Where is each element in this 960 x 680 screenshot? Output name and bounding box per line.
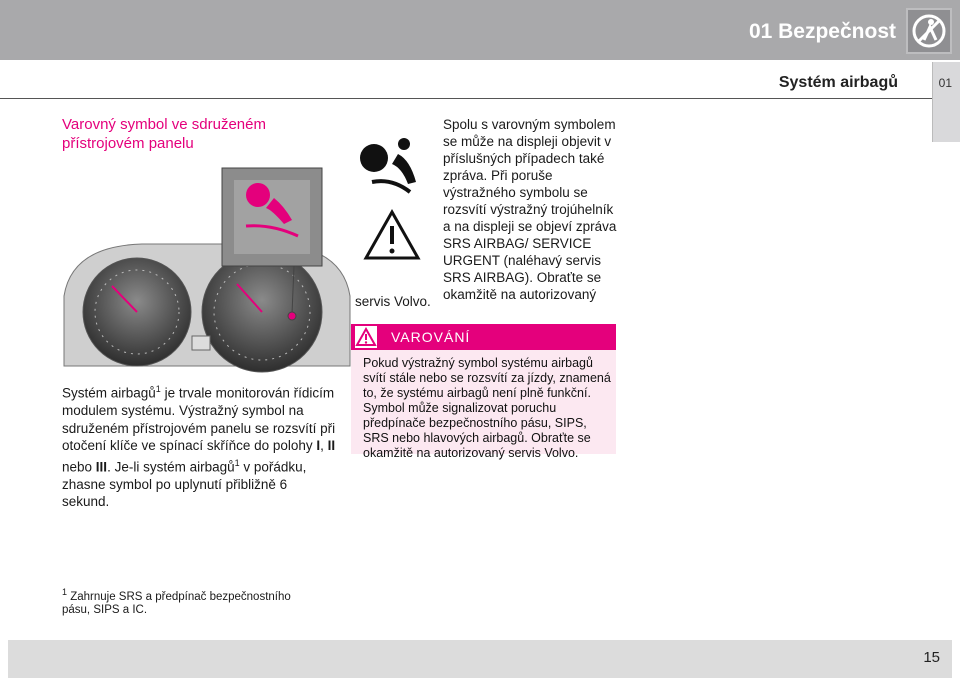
- chapter-title: 01 Bezpečnost: [748, 20, 896, 43]
- footnote: $^1$ Zahrnuje SRS a předpínač bezpečnostního pásu, SIPS a IC.: [62, 587, 291, 616]
- column2-paragraph: Spolu s varovným symbolem se může na displeji objevit v příslušných případech také zpráva. Při poruše výstražného symbolu se rozsvítí výstražný trojúhelník a na displeji se objeví zpráva SRS AIRBAG/ SERVICE URGENT (naléhavý servis SRS AIRBAG). Obraťte se okamžitě na autorizovaný: [443, 117, 617, 302]
- instrument-panel-image: [62, 116, 352, 376]
- warning-triangle-icon: [366, 212, 418, 258]
- warning-triangle-icon: [355, 326, 377, 348]
- warning-box: [351, 324, 616, 460]
- header-rule: [0, 98, 932, 99]
- seatbelt-icon: [906, 8, 952, 54]
- warning-title: VAROVÁNÍ: [391, 329, 471, 345]
- footer-bar: [8, 640, 952, 678]
- airbag-icon: [360, 144, 388, 172]
- column2-tail: servis Volvo.: [355, 294, 431, 309]
- subsection-heading: Varovný symbol ve sdruženém přístrojovém panelu: [62, 116, 266, 152]
- section-title: Systém airbagů: [778, 74, 898, 91]
- column1-paragraph: Systém airbagů$^1$ je trvale monitorován řídicím modulem systému. Výstražný symbol na sdruženém přístrojovém panelu se rozsvítí při otočení klíče ve spínací skříňce do polohy I, II nebo III. Je-li systém airbagů$^1$ v pořádku, zhasne symbol po uplynutí přibližně 6 sekund.: [62, 384, 336, 509]
- warning-symbols-image: [352, 120, 434, 280]
- chapter-tab: [932, 62, 960, 142]
- warning-header: [351, 324, 616, 350]
- page-number: 15: [923, 649, 940, 666]
- chapter-tab-label: 01: [938, 76, 952, 90]
- warning-body: Pokud výstražný symbol systému airbagů svítí stále nebo se rozsvítí za jízdy, znamená to, že systému airbagů není plně funkční. Symbol může signalizovat poruchu předpínače bezpečnostního pásu, SIPS, SRS nebo hlavových airbagů. Obraťte se okamžitě na autorizovaný servis Volvo.: [363, 356, 611, 460]
